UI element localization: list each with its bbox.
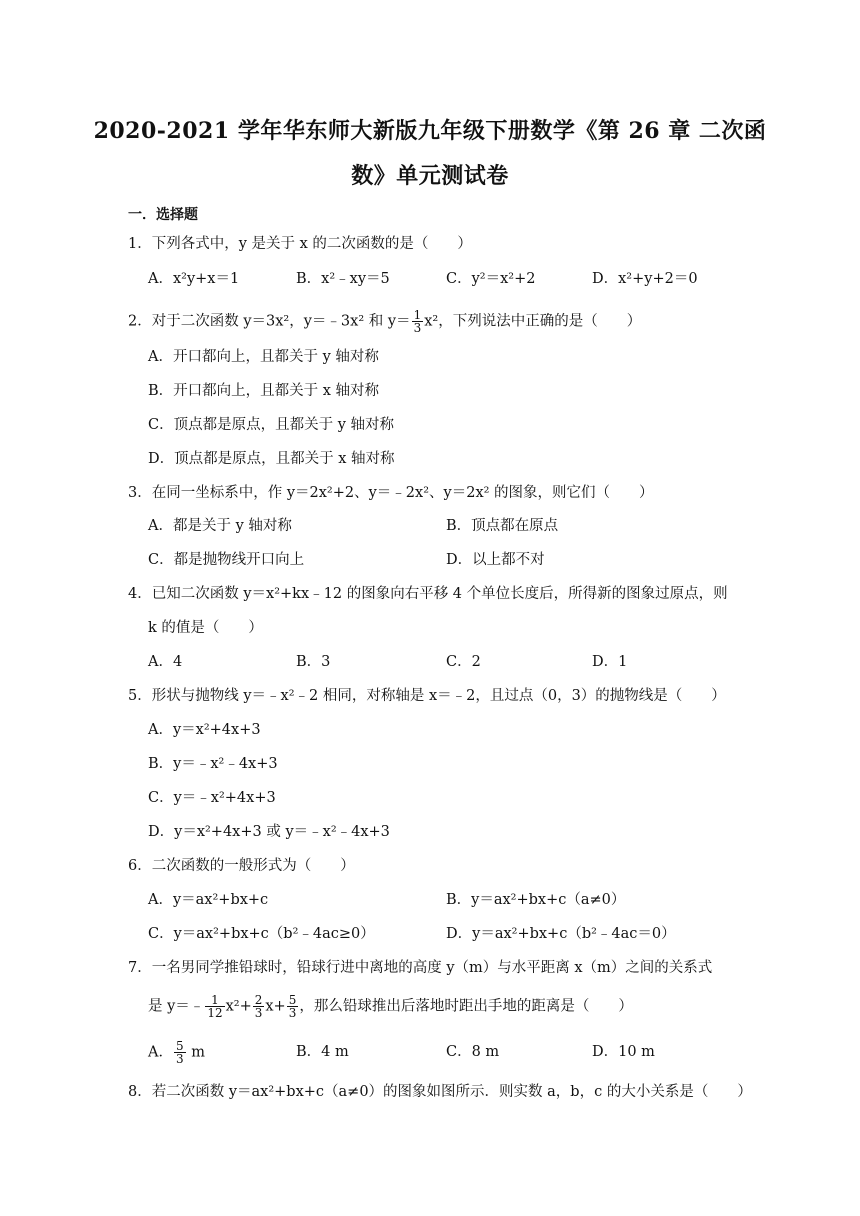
question-7-option-c: C．8 m: [446, 1044, 500, 1060]
question-5-option-a: A．y＝x²+4x+3: [148, 722, 261, 738]
option-label: A．: [148, 1044, 173, 1061]
question-3-option-c: C．都是抛物线开口向上: [148, 552, 305, 568]
fraction-two-thirds: [253, 994, 265, 1019]
fraction-five-thirds: [287, 994, 299, 1019]
question-5-stem: 5．形状与抛物线 y＝﹣x²﹣2 相同，对称轴是 x＝﹣2，且过点（0，3）的抛物线是（ ）: [128, 688, 726, 704]
fraction-five-thirds: [174, 1040, 186, 1065]
unit: m: [186, 1044, 205, 1061]
fraction-denominator: 12: [207, 1006, 223, 1020]
question-7-option-b: B．4 m: [296, 1044, 349, 1060]
question-4-option-b: B．3: [296, 654, 331, 670]
question-2-option-a: A．开口都向上，且都关于 y 轴对称: [148, 349, 379, 365]
question-3-stem: 3．在同一坐标系中，作 y＝2x²+2、y＝﹣2x²、y＝2x² 的图象，则它们（ ）: [128, 485, 654, 501]
question-1-option-c: C．y²＝x²+2: [446, 271, 536, 287]
question-4-option-c: C．2: [446, 654, 481, 670]
question-6-option-c: C．y＝ax²+bx+c（b²﹣4ac≥0）: [148, 926, 375, 942]
question-3-option-d: D．以上都不对: [446, 552, 545, 568]
question-7-stem-line1: 7．一名男同学推铅球时，铅球行进中离地的高度 y（m）与水平距离 x（m）之间的关系式: [128, 960, 713, 976]
question-2-option-b: B．开口都向上，且都关于 x 轴对称: [148, 383, 380, 399]
question-4-option-d: D．1: [592, 654, 628, 670]
question-7-stem-line2: [148, 994, 633, 1019]
question-1-stem: 1．下列各式中，y 是关于 x 的二次函数的是（ ）: [128, 236, 472, 252]
question-3-option-a: A．都是关于 y 轴对称: [148, 518, 292, 534]
question-3-option-b: B．顶点都在原点: [446, 518, 559, 534]
question-2-stem-part2: x²，下列说法中正确的是（ ）: [424, 313, 642, 330]
stem-text: ，那么铅球推出后落地时距出手地的距离是（ ）: [299, 998, 633, 1015]
fraction-denominator: 3: [254, 1006, 263, 1020]
question-4-stem-line2: k 的值是（ ）: [148, 620, 263, 636]
question-2-stem-part1: 2．对于二次函数 y＝3x²，y＝﹣3x² 和 y＝: [128, 313, 411, 330]
question-6-stem: 6．二次函数的一般形式为（ ）: [128, 858, 355, 874]
fraction-denominator: 3: [413, 321, 422, 335]
fraction-numerator: 5: [175, 1039, 184, 1053]
question-7-option-d: D．10 m: [592, 1044, 655, 1060]
question-2-option-d: D．顶点都是原点，且都关于 x 轴对称: [148, 451, 395, 467]
question-1-option-b: B．x²﹣xy＝5: [296, 271, 390, 287]
document-title-line2: 数》单元测试卷: [351, 163, 509, 189]
question-5-option-b: B．y＝﹣x²﹣4x+3: [148, 756, 278, 772]
question-6-option-d: D．y＝ax²+bx+c（b²﹣4ac＝0）: [446, 926, 676, 942]
fraction-numerator: 5: [288, 993, 297, 1007]
question-1-option-a: A．x²y+x＝1: [148, 271, 240, 287]
question-4-stem-line1: 4．已知二次函数 y＝x²+kx﹣12 的图象向右平移 4 个单位长度后，所得新的图象过原点，则: [128, 586, 728, 602]
question-6-option-a: A．y＝ax²+bx+c: [148, 892, 269, 908]
fraction-numerator: 1: [413, 308, 422, 322]
document-title-line1: 2020-2021 学年华东师大新版九年级下册数学《第 26 章 二次函: [93, 118, 767, 144]
fraction-denominator: 3: [288, 1006, 297, 1020]
question-5-option-c: C．y＝﹣x²+4x+3: [148, 790, 276, 806]
section-heading: 一．选择题: [128, 207, 198, 223]
stem-text: x+: [265, 998, 286, 1015]
question-5-option-d: D．y＝x²+4x+3 或 y＝﹣x²﹣4x+3: [148, 824, 390, 840]
question-7-option-a: [148, 1040, 205, 1065]
fraction-one-twelfth: [205, 994, 224, 1019]
question-2-option-c: C．顶点都是原点，且都关于 y 轴对称: [148, 417, 395, 433]
fraction-numerator: 2: [254, 993, 263, 1007]
question-6-option-b: B．y＝ax²+bx+c（a≠0）: [446, 892, 626, 908]
question-8-stem: 8．若二次函数 y＝ax²+bx+c（a≠0）的图象如图所示．则实数 a，b，c 的大小关系是（ ）: [128, 1084, 752, 1100]
fraction-denominator: 3: [175, 1052, 184, 1066]
fraction-numerator: 1: [205, 994, 224, 1007]
stem-text: x²+: [225, 998, 252, 1015]
stem-text: 是 y＝﹣: [148, 998, 205, 1015]
question-2-stem: [128, 309, 641, 334]
question-4-option-a: A．4: [148, 654, 183, 670]
fraction-one-third: [412, 309, 424, 334]
question-1-option-d: D．x²+y+2＝0: [592, 271, 698, 287]
